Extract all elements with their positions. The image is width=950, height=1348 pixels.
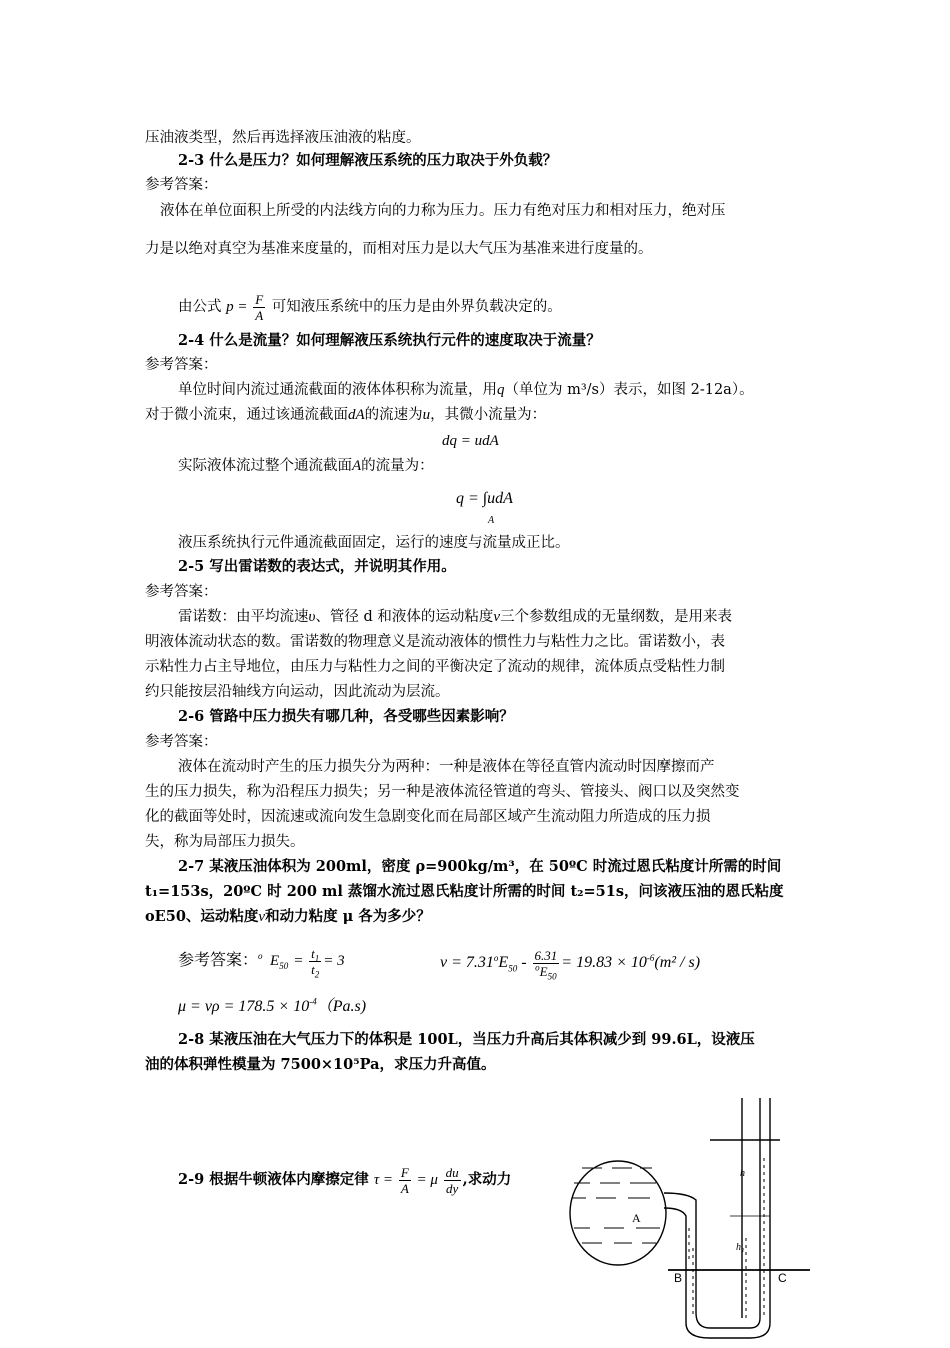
text-span: 实际液体流过整个通流截面	[178, 458, 352, 474]
equation-kinematic-viscosity: $\nu = 7.31^oE_{50}$ - $\frac{6.31}{^oE_{50}}$ = $19.83 \times 10^{-6}(m^2 / s)$	[440, 948, 701, 982]
question-2-7: t₁=153s，20ºC 时 200 ml 蒸馏水流过恩氏粘度计所需的时间 t₂=51s，问该液压油的恩氏粘度	[145, 883, 784, 900]
formula-line	[178, 292, 562, 323]
symbol-dA: dA	[348, 407, 365, 423]
unit: （Pa.s)	[316, 998, 367, 1015]
text-span: 的流速为	[364, 407, 423, 423]
text-span: 单位时间内流过通流截面的液体体积称为流量，用	[178, 382, 497, 398]
symbol-nu: ν	[493, 609, 501, 625]
symbol-degree-E50: $^o$ $E_{50}$	[258, 950, 289, 971]
manometer-diagram	[560, 1098, 820, 1344]
tank-shape	[570, 1161, 666, 1265]
equation-value: = 3	[323, 952, 345, 969]
equation-part: ν = 7.31	[440, 954, 494, 972]
answer-2-7-equations	[178, 946, 345, 980]
answer-label: 参考答案：	[178, 949, 259, 969]
manometer-figure	[560, 1098, 820, 1344]
text-line: 液体在流动时产生的压力损失分为两种：一种是液体在等径直管内流动时因摩擦而产	[178, 759, 715, 775]
answer-label: 参考答案：	[145, 357, 218, 373]
text-line: 液体在单位面积上所受的内法线方向的力称为压力。压力有绝对压力和相对压力，绝对压	[160, 203, 726, 219]
text-span: （单位为 m³/s）表示，如图 2-12a）。	[504, 382, 754, 398]
equation-part: = 19.83 × 10	[561, 954, 647, 972]
question-2-8: 2-8 某液压油在大气压力下的体积是 100L，当压力升高后其体积减少到 99.6L，设液压	[178, 1031, 755, 1048]
pipe-shape	[664, 1098, 770, 1338]
question-2-7: 2-7 某液压油体积为 200ml，密度 ρ=900kg/m³，在 50ºC 时流过恩氏粘度计所需的时间	[178, 858, 782, 875]
text-span: 由公式	[178, 298, 222, 315]
text-span: ，其微小流量为：	[430, 407, 547, 423]
figure-label-h1: h₁	[736, 1242, 745, 1253]
formula-pressure: p = $\frac{F}{A}$	[226, 292, 264, 323]
equation-part: -	[521, 954, 531, 972]
text-span: ,求动力	[462, 1170, 512, 1188]
text-line	[145, 404, 546, 426]
text-line	[178, 455, 434, 477]
question-2-6: 2-6 管路中压力损失有哪几种，各受哪些因素影响？	[178, 708, 514, 725]
answer-label: 参考答案：	[145, 177, 218, 193]
pipe-shape	[696, 1098, 760, 1328]
text-line	[178, 606, 732, 628]
unit: (m² / s)	[654, 954, 701, 972]
text-line: 化的截面等处时，因流速或流向发生急剧变化而在局部区域产生流动阻力所造成的压力损	[145, 809, 711, 825]
figure-label-A: A	[632, 1211, 641, 1225]
text-line: 压油液类型，然后再选择液压油液的粘度。	[145, 130, 421, 146]
text-span: oE50、运动粘度	[145, 908, 259, 925]
question-2-7	[145, 906, 431, 928]
question-2-8: 油的体积弹性模量为 7500×10⁵Pa，求压力升高值。	[145, 1056, 496, 1073]
question-2-4: 2-4 什么是流量？如何理解液压系统执行元件的速度取决于流量？	[178, 332, 601, 349]
text-span: 的流量为：	[361, 458, 434, 474]
question-2-3: 2-3 什么是压力？如何理解液压系统的压力取决于外负载？	[178, 152, 558, 169]
equation-part: μ = νρ = 178.5 × 10	[178, 998, 310, 1015]
text-span: 三个参数组成的无量纲数，是用来表	[500, 609, 733, 625]
symbol-A: A	[352, 458, 362, 474]
figure-label-C: C	[778, 1271, 787, 1285]
text-span: 、管径 d 和液体的运动粘度	[315, 609, 494, 625]
text-span: 和动力粘度 μ 各为多少？	[265, 908, 431, 925]
text-line: 生的压力损失，称为沿程压力损失；另一种是液体流径管道的弯头、管接头、阀口以及突然变	[145, 784, 740, 800]
symbol-q: q	[497, 382, 505, 398]
question-2-5: 2-5 写出雷诺数的表达式，并说明其作用。	[178, 558, 456, 575]
text-line: 示粘性力占主导地位，由压力与粘性力之间的平衡决定了流动的规律，流体质点受粘性力制	[145, 659, 725, 675]
symbol-u: u	[422, 407, 431, 423]
text-line	[178, 379, 754, 401]
formula-E50: = $\frac{t_1}{t_2}$	[293, 946, 320, 980]
figure-label-B: B	[674, 1271, 683, 1285]
text-line: 液压系统执行元件通流截面固定，运行的速度与流量成正比。	[178, 535, 570, 551]
answer-label: 参考答案：	[145, 584, 218, 600]
integral-subscript: A	[488, 515, 495, 526]
equation-dq: dq = udA	[442, 433, 499, 449]
fraction-numerator: 6.31	[534, 948, 558, 963]
text-span: 雷诺数：由平均流速	[178, 609, 309, 625]
text-span: 可知液压系统中的压力是由外界负载决定的。	[271, 298, 562, 315]
text-line: 失，称为局部压力损失。	[145, 834, 305, 850]
text-line: 力是以绝对真空为基准来度量的，而相对压力是以大气压为基准来进行度量的。	[145, 241, 653, 257]
text-span: 对于微小流束，通过该通流截面	[145, 407, 348, 423]
equation-dynamic-viscosity	[178, 996, 366, 1018]
equation-q: q = ∫udA	[456, 490, 513, 507]
text-span: 2-9 根据牛顿液体内摩擦定律	[178, 1170, 369, 1188]
exponent: -6	[646, 952, 655, 963]
symbol-nu: ν	[258, 909, 266, 925]
formula-newton-friction: τ = $\frac{F}{A}$ = μ $\frac{du}{dy}$	[373, 1165, 459, 1196]
question-2-9	[178, 1165, 511, 1196]
answer-label: 参考答案：	[145, 734, 218, 750]
symbol-v: υ	[308, 609, 316, 625]
exponent: -4	[309, 996, 317, 1007]
figure-label-h: h	[740, 1168, 745, 1179]
text-line: 约只能按层沿轴线方向运动，因此流动为层流。	[145, 684, 450, 700]
text-line: 明液体流动状态的数。雷诺数的物理意义是流动液体的惯性力与粘性力之比。雷诺数小，表	[145, 634, 725, 650]
